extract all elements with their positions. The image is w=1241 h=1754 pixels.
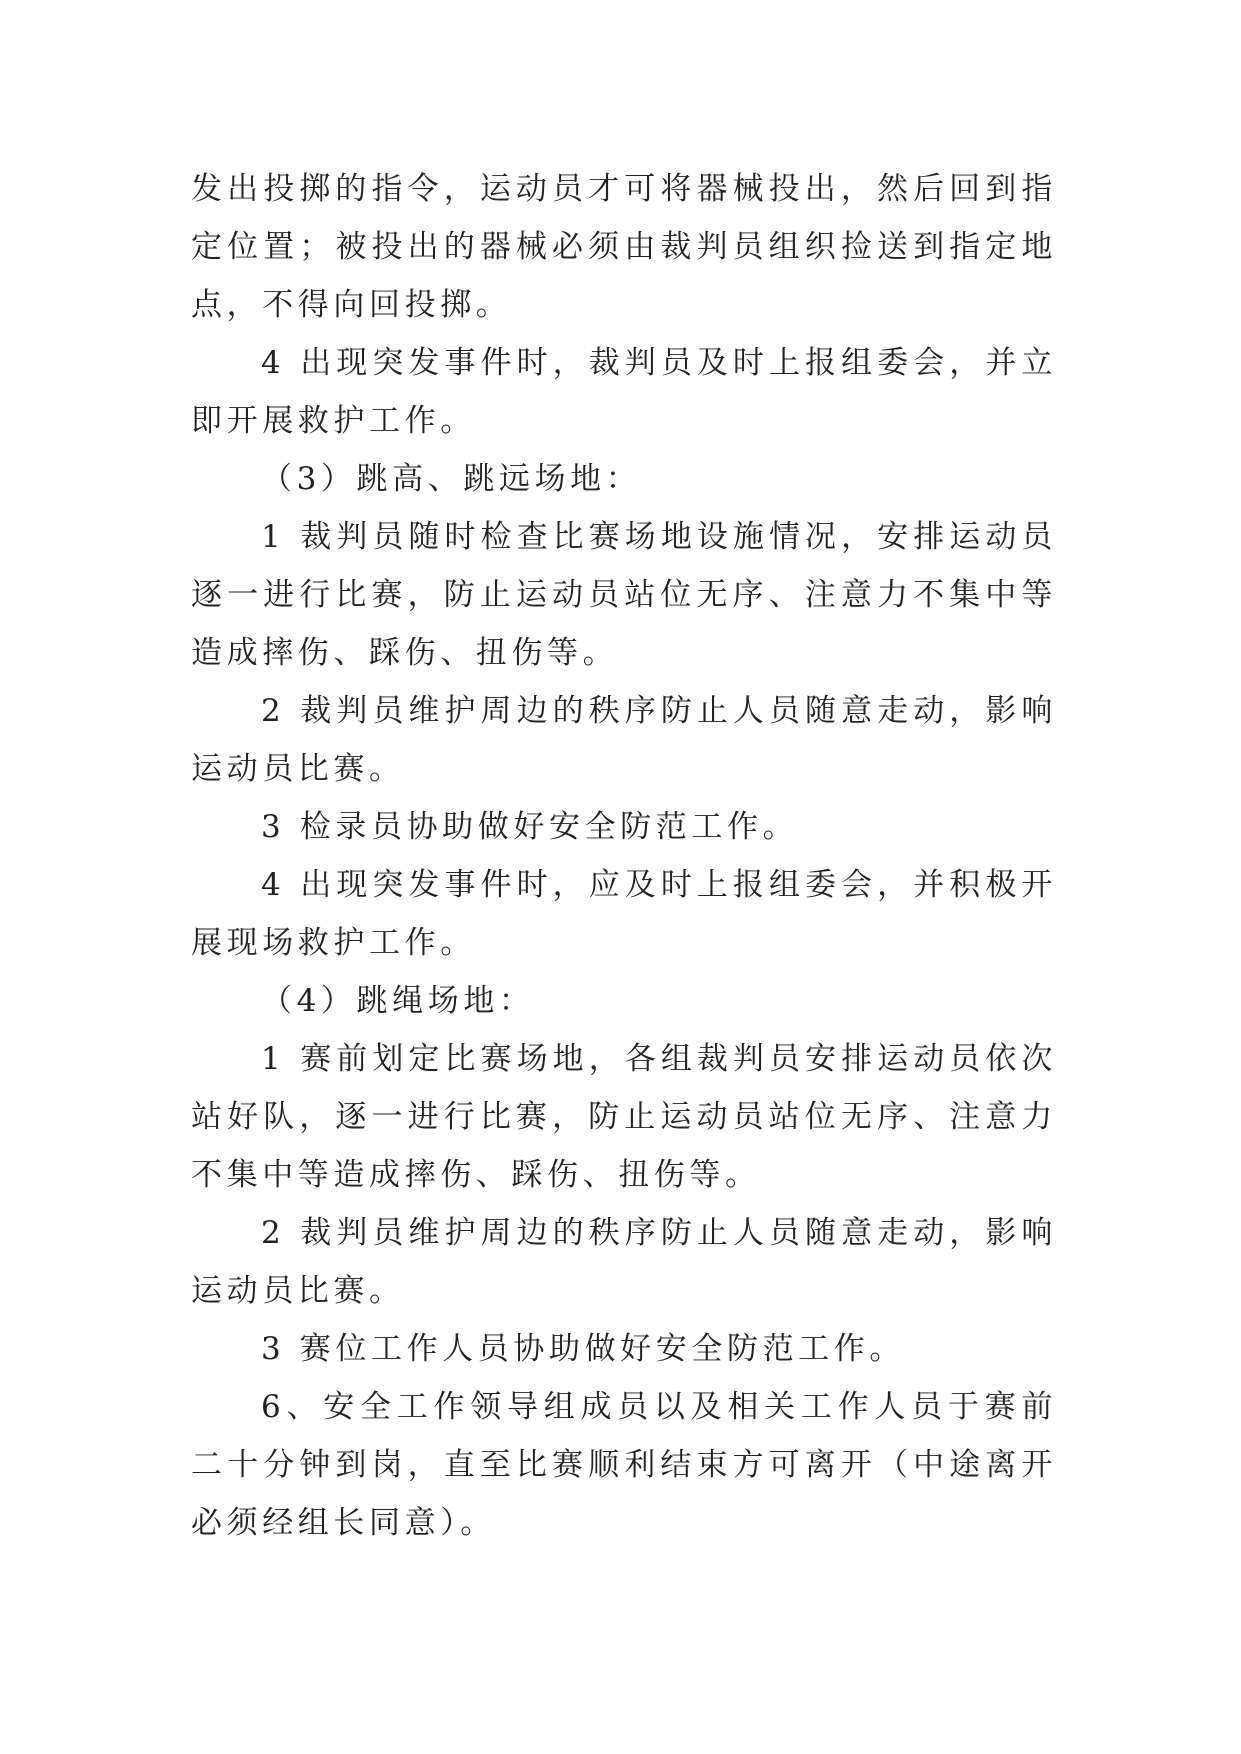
paragraph-jump-item-1: 1 裁判员随时检查比赛场地设施情况，安排运动员逐一进行比赛，防止运动员站位无序、注意力不集中等造成摔伤、踩伤、扭伤等。 xyxy=(191,519,1057,671)
paragraph-throwing-emergency: 4 出现突发事件时，裁判员及时上报组委会，并立即开展救护工作。 xyxy=(191,345,1057,439)
paragraph-staff-duty: 6、安全工作领导组成员以及相关工作人员于赛前二十分钟到岗，直至比赛顺利结束方可离开（中途离开必须经组长同意）。 xyxy=(191,1389,1057,1541)
paragraph-rope-item-3: 3 赛位工作人员协助做好安全防范工作。 xyxy=(261,1331,905,1367)
paragraph-throwing-continued: 发出投掷的指令，运动员才可将器械投出，然后回到指定位置；被投出的器械必须由裁判员组织捡送到指定地点，不得向回投掷。 xyxy=(191,171,1057,323)
heading-jump-venue: （3）跳高、跳远场地： xyxy=(261,461,642,497)
paragraph-jump-item-3: 3 检录员协助做好安全防范工作。 xyxy=(261,809,799,845)
heading-rope-venue: （4）跳绳场地： xyxy=(261,983,535,1019)
paragraph-jump-item-4: 4 出现突发事件时，应及时上报组委会，并积极开展现场救护工作。 xyxy=(191,867,1057,961)
paragraph-jump-item-2: 2 裁判员维护周边的秩序防止人员随意走动，影响运动员比赛。 xyxy=(191,693,1057,787)
paragraph-rope-item-2: 2 裁判员维护周边的秩序防止人员随意走动，影响运动员比赛。 xyxy=(191,1215,1057,1309)
paragraph-rope-item-1: 1 赛前划定比赛场地，各组裁判员安排运动员依次站好队，逐一进行比赛，防止运动员站位无序、注意力不集中等造成摔伤、踩伤、扭伤等。 xyxy=(191,1041,1057,1193)
document-body xyxy=(191,160,1057,1552)
